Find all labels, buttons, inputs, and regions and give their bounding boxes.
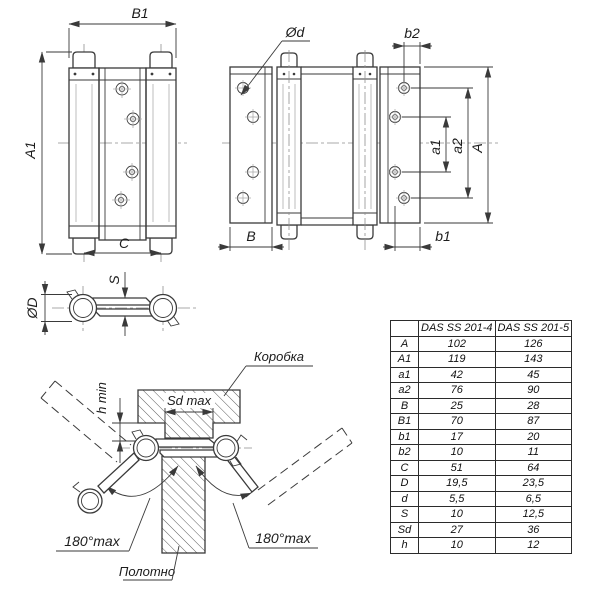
param-cell: h [391, 538, 419, 554]
value-cell: 10 [419, 507, 496, 523]
param-cell: B1 [391, 414, 419, 430]
door-leaf [162, 456, 205, 553]
callout-angle-right [233, 503, 318, 548]
table-row [391, 352, 572, 368]
dim-h [94, 382, 140, 463]
dimension-table [390, 320, 572, 554]
screw-hole [113, 80, 131, 98]
value-cell: 70 [419, 414, 496, 430]
value-cell: 12,5 [495, 507, 572, 523]
value-cell: 19,5 [419, 476, 496, 492]
dim-label-a1: a1 [427, 139, 443, 155]
top-view [24, 272, 196, 336]
dim-label-A: A [469, 143, 485, 153]
value-cell: 143 [495, 352, 572, 368]
param-cell: A [391, 336, 419, 352]
param-cell: a1 [391, 367, 419, 383]
value-cell: 23,5 [495, 476, 572, 492]
dim-B1 [69, 5, 176, 58]
knuckle [150, 295, 180, 327]
table-row [391, 414, 572, 430]
hook-tab [73, 482, 80, 492]
installation-view [41, 349, 352, 580]
angle-left-label: 180°max [64, 533, 120, 549]
header-model-1: DAS SS 201-4 [419, 321, 496, 337]
angle-right-label: 180°max [255, 530, 311, 546]
screw-holes [112, 80, 142, 209]
screw-hole [123, 163, 141, 181]
param-cell: D [391, 476, 419, 492]
dim-label-B: B [246, 228, 256, 244]
open-door-ghost-right [258, 428, 352, 505]
value-cell: 17 [419, 429, 496, 445]
table-row [391, 476, 572, 492]
frame-label: Коробка [253, 349, 305, 364]
value-cell: 25 [419, 398, 496, 414]
table-row [391, 383, 572, 399]
open-flap-left [73, 453, 139, 513]
value-cell: 5,5 [419, 491, 496, 507]
dim-label-d: Ød [285, 24, 305, 40]
dim-label-Sd: Sd max [166, 393, 212, 408]
value-cell: 12 [495, 538, 572, 554]
callout-frame [224, 349, 313, 396]
param-cell: C [391, 460, 419, 476]
value-cell: 6,5 [495, 491, 572, 507]
value-cell: 64 [495, 460, 572, 476]
table-row [391, 507, 572, 523]
hinge-knuckle [132, 430, 159, 461]
value-cell: 10 [419, 445, 496, 461]
param-cell: S [391, 507, 419, 523]
value-cell: 10 [419, 538, 496, 554]
value-cell: 51 [419, 460, 496, 476]
param-cell: b2 [391, 445, 419, 461]
leaf-label: Полотно [118, 564, 176, 579]
side-view [218, 24, 498, 251]
hook-tab [236, 435, 247, 443]
callout-angle-left [56, 498, 150, 551]
barrel [353, 50, 377, 250]
dim-label-b2: b2 [404, 25, 420, 41]
screw-hole [112, 191, 130, 209]
value-cell: 126 [495, 336, 572, 352]
table-header-row [391, 321, 572, 337]
param-cell: a2 [391, 383, 419, 399]
table-row [391, 538, 572, 554]
value-cell: 76 [419, 383, 496, 399]
value-cell: 42 [419, 367, 496, 383]
value-cell: 36 [495, 522, 572, 538]
table-row [391, 460, 572, 476]
param-cell: A1 [391, 352, 419, 368]
dim-B [218, 227, 284, 251]
table-row [391, 336, 572, 352]
param-cell: Sd [391, 522, 419, 538]
dim-D [24, 281, 72, 335]
dim-A1 [22, 52, 72, 254]
near-plate [380, 67, 420, 223]
dim-label-S: S [106, 275, 122, 285]
value-cell: 119 [419, 352, 496, 368]
param-cell: b1 [391, 429, 419, 445]
right-barrel [146, 52, 176, 254]
dim-label-B1: B1 [131, 5, 149, 21]
dim-label-C: C [118, 235, 130, 251]
table-row [391, 491, 572, 507]
header-model-2: DAS SS 201-5 [495, 321, 572, 337]
table-row [391, 398, 572, 414]
value-cell: 27 [419, 522, 496, 538]
middle-straps [301, 67, 353, 225]
dim-label-A1: A1 [22, 141, 38, 159]
dim-label-D: ØD [24, 297, 40, 319]
left-barrel [69, 52, 99, 254]
table-row [391, 367, 572, 383]
table-row [391, 445, 572, 461]
dim-label-h-min: h min [94, 382, 109, 414]
param-cell: B [391, 398, 419, 414]
header-param [391, 321, 419, 337]
dim-label-a2: a2 [449, 138, 465, 154]
table-row [391, 429, 572, 445]
value-cell: 90 [495, 383, 572, 399]
value-cell: 87 [495, 414, 572, 430]
param-cell: d [391, 491, 419, 507]
open-door-ghost-left [41, 381, 131, 462]
value-cell: 20 [495, 429, 572, 445]
far-plate [230, 67, 272, 223]
front-view [22, 5, 187, 262]
barrel [277, 50, 301, 250]
dim-label-b1: b1 [435, 228, 451, 244]
value-cell: 45 [495, 367, 572, 383]
screw-hole [124, 110, 142, 128]
table-row [391, 522, 572, 538]
straps [93, 298, 153, 316]
value-cell: 102 [419, 336, 496, 352]
value-cell: 28 [495, 398, 572, 414]
value-cell: 11 [495, 445, 572, 461]
